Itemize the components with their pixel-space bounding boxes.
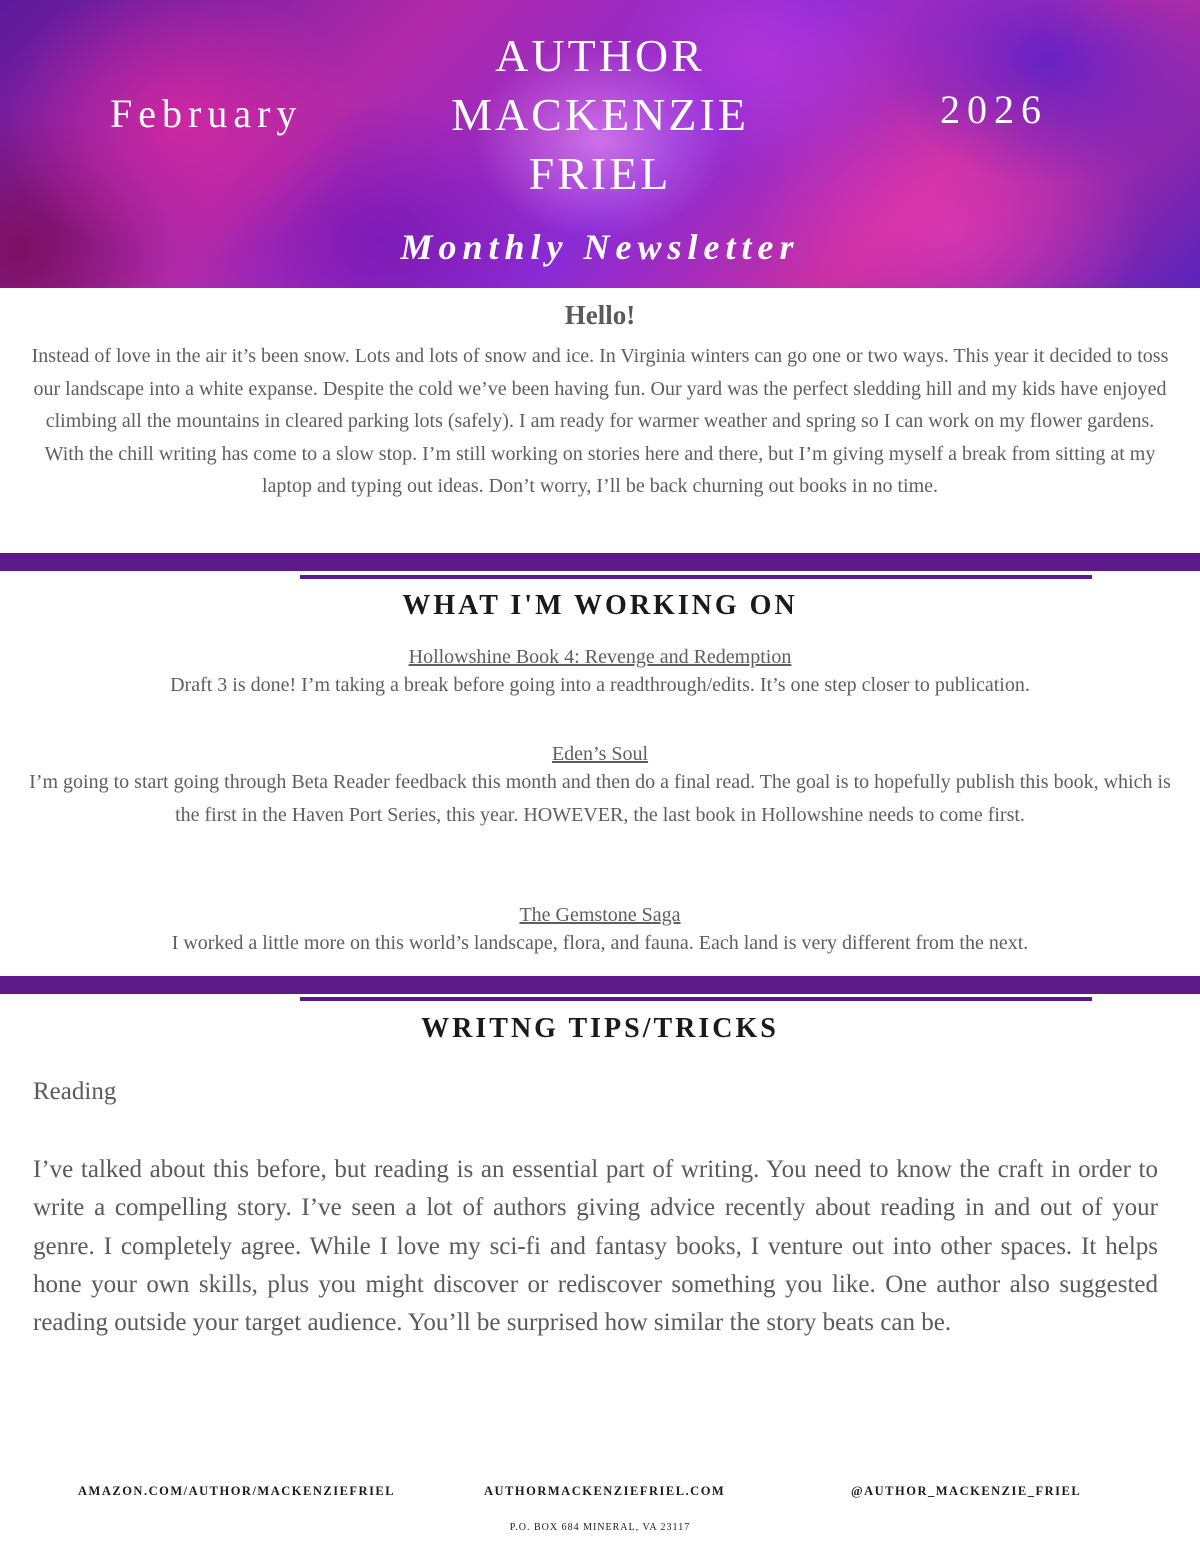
hello-body — [30, 340, 1170, 503]
footer-address: P.O. BOX 684 MINERAL, VA 23117 — [509, 1522, 691, 1533]
section-divider-bar — [0, 976, 1200, 994]
work-item-desc: I worked a little more on this world’s landscape, flora, and fauna. Each land is very different from the next. — [171, 932, 1029, 954]
tips-subheading: Reading — [33, 1078, 117, 1105]
work-item-desc: I’m going to start going through Beta Reader feedback this month and then do a final read. The goal is to hopefully publish this book, which is the first in the Haven Port Series, this year. HOWEVER, the last book in Hollowshine needs to come first. — [29, 771, 1171, 826]
work-item-gemstone-saga — [0, 904, 1200, 960]
section-divider-bar — [0, 553, 1200, 571]
header-title-line-3: FRIEL — [528, 148, 672, 199]
header-year: 2026 — [940, 87, 1048, 132]
tips-body: I’ve talked about this before, but reading is an essential part of writing. You need to know the craft in order to write a compelling story. I’ve seen a lot of authors giving advice recently about reading in and out of your genre. I completely agree. While I love my sci-fi and fantasy books, I venture out into other spaces. It helps hone your own skills, plus you might discover or rediscover something you like. One author also suggested reading outside your target audience. You’ll be surprised how similar the story beats can be. — [33, 1156, 1158, 1337]
hello-paragraph-1: Instead of love in the air it’s been snow. Lots and lots of snow and ice. In Virginia winters can go one or two ways. This year it decided to toss our landscape into a white expanse. Despite the cold we’ve been having fun. Our yard was the perfect sledding hill and my kids have enjoyed climbing all the mountains in cleared parking lots (safely). I am ready for warmer weather and spring so I can work on my flower gardens. — [31, 345, 1169, 432]
footer-social-handle[interactable]: @AUTHOR_MACKENZIE_FRIEL — [851, 1484, 1082, 1498]
tips-heading: WRITNG TIPS/TRICKS — [421, 1013, 779, 1044]
header-title — [400, 26, 800, 203]
working-on-heading: WHAT I'M WORKING ON — [402, 590, 798, 621]
work-item-hollowshine — [0, 646, 1200, 702]
footer-amazon-link[interactable]: AMAZON.COM/AUTHOR/MACKENZIEFRIEL — [78, 1484, 396, 1498]
work-item-title: The Gemstone Saga — [519, 904, 681, 926]
header-subtitle: Monthly Newsletter — [400, 227, 800, 267]
section-divider-line — [300, 997, 1092, 1001]
header-month: February — [110, 91, 303, 136]
work-item-title: Hollowshine Book 4: Revenge and Redemption — [408, 646, 792, 668]
work-item-title: Eden’s Soul — [551, 743, 649, 765]
work-item-edens-soul — [0, 743, 1200, 831]
newsletter-header-banner — [0, 0, 1200, 288]
work-item-desc: Draft 3 is done! I’m taking a break before going into a readthrough/edits. It’s one step closer to publication. — [170, 674, 1030, 696]
footer-website-link[interactable]: AUTHORMACKENZIEFRIEL.COM — [484, 1484, 726, 1498]
hello-heading: Hello! — [564, 300, 636, 330]
hello-paragraph-2: With the chill writing has come to a slow stop. I’m still working on stories here and there, but I’m giving myself a break from sitting at my laptop and typing out ideas. Don’t worry, I’ll be back churning out books in no time. — [44, 442, 1156, 497]
section-divider-line — [300, 575, 1092, 579]
header-title-line-1: AUTHOR — [495, 30, 705, 81]
header-title-line-2: MACKENZIE — [451, 89, 749, 140]
